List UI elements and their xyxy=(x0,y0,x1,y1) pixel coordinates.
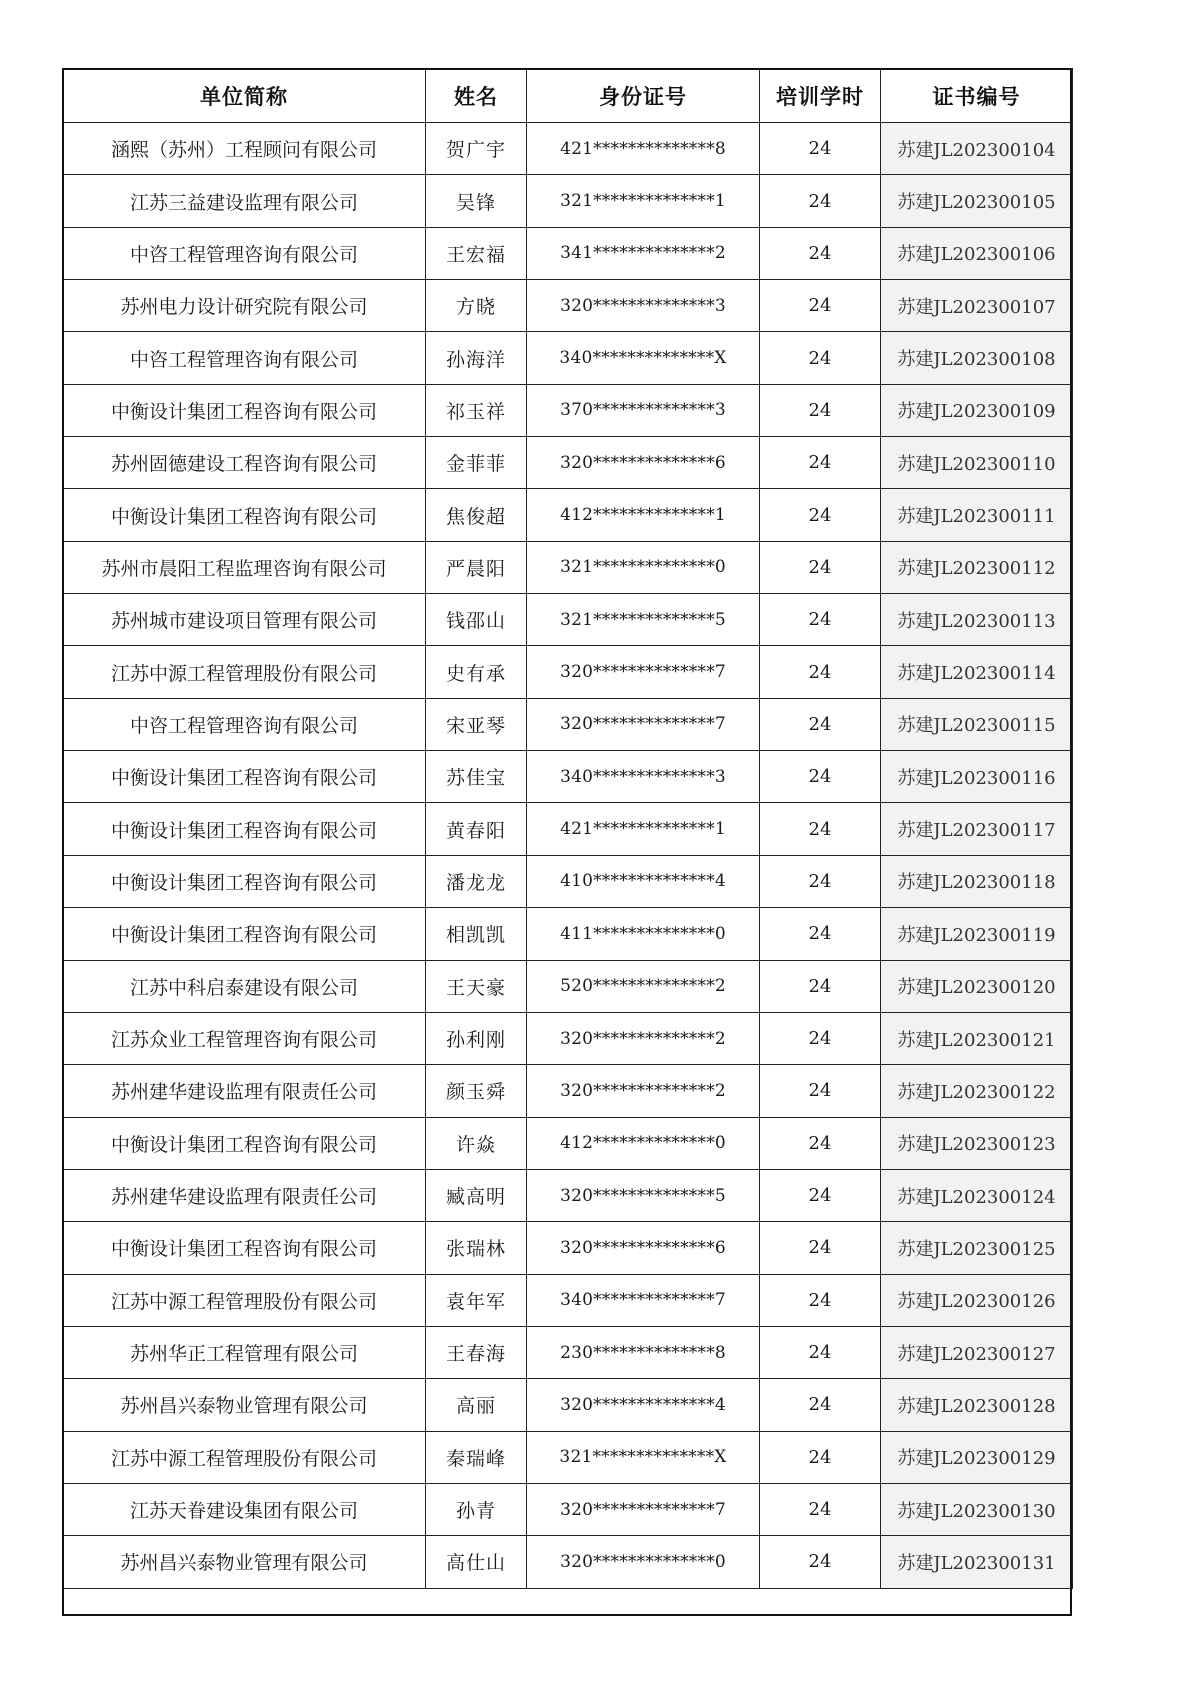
cell-unit: 苏州昌兴泰物业管理有限公司 xyxy=(63,1536,426,1588)
cell-training-hours: 24 xyxy=(760,1483,881,1535)
cell-certificate-number: 苏建JL202300125 xyxy=(881,1222,1073,1274)
cell-certificate-number: 苏建JL202300113 xyxy=(881,594,1073,646)
cell-certificate-number: 苏建JL202300121 xyxy=(881,1012,1073,1064)
cell-id-number: 421**************8 xyxy=(527,123,760,175)
cell-unit: 中衡设计集团工程咨询有限公司 xyxy=(63,908,426,960)
table-row xyxy=(63,332,1073,384)
cell-id-number: 321**************5 xyxy=(527,594,760,646)
cell-unit: 中咨工程管理咨询有限公司 xyxy=(63,332,426,384)
cell-unit: 中衡设计集团工程咨询有限公司 xyxy=(63,1222,426,1274)
cell-certificate-number: 苏建JL202300126 xyxy=(881,1274,1073,1326)
table-row xyxy=(63,175,1073,227)
table-row xyxy=(63,384,1073,436)
header-id-number: 身份证号 xyxy=(527,69,760,123)
cell-training-hours: 24 xyxy=(760,1222,881,1274)
table-row xyxy=(63,646,1073,698)
table-row xyxy=(63,908,1073,960)
cell-training-hours: 24 xyxy=(760,1169,881,1221)
cell-unit: 江苏天眷建设集团有限公司 xyxy=(63,1483,426,1535)
cell-certificate-number: 苏建JL202300112 xyxy=(881,541,1073,593)
cell-unit: 中衡设计集团工程咨询有限公司 xyxy=(63,803,426,855)
cell-training-hours: 24 xyxy=(760,1326,881,1378)
cell-id-number: 320**************7 xyxy=(527,698,760,750)
cell-id-number: 320**************6 xyxy=(527,437,760,489)
cell-name: 王春海 xyxy=(426,1326,527,1378)
cell-training-hours: 24 xyxy=(760,1065,881,1117)
cell-training-hours: 24 xyxy=(760,175,881,227)
cell-id-number: 340**************3 xyxy=(527,751,760,803)
cell-id-number: 321**************0 xyxy=(527,541,760,593)
cell-id-number: 320**************6 xyxy=(527,1222,760,1274)
cell-training-hours: 24 xyxy=(760,1274,881,1326)
cell-training-hours: 24 xyxy=(760,1117,881,1169)
table-row xyxy=(63,803,1073,855)
cell-unit: 中衡设计集团工程咨询有限公司 xyxy=(63,855,426,907)
cell-unit: 江苏三益建设监理有限公司 xyxy=(63,175,426,227)
cell-name: 苏佳宝 xyxy=(426,751,527,803)
table-row xyxy=(63,594,1073,646)
cell-certificate-number: 苏建JL202300114 xyxy=(881,646,1073,698)
cell-name: 史有承 xyxy=(426,646,527,698)
header-name: 姓名 xyxy=(426,69,527,123)
header-row xyxy=(63,69,1073,123)
cell-training-hours: 24 xyxy=(760,384,881,436)
cell-certificate-number: 苏建JL202300120 xyxy=(881,960,1073,1012)
header-certificate-number: 证书编号 xyxy=(881,69,1073,123)
cell-training-hours: 24 xyxy=(760,280,881,332)
cell-id-number: 320**************5 xyxy=(527,1169,760,1221)
cell-unit: 苏州城市建设项目管理有限公司 xyxy=(63,594,426,646)
table-row xyxy=(63,1169,1073,1221)
cell-certificate-number: 苏建JL202300131 xyxy=(881,1536,1073,1588)
cell-training-hours: 24 xyxy=(760,227,881,279)
cell-certificate-number: 苏建JL202300129 xyxy=(881,1431,1073,1483)
cell-name: 方晓 xyxy=(426,280,527,332)
cell-unit: 苏州华正工程管理有限公司 xyxy=(63,1326,426,1378)
certificate-table xyxy=(62,68,1073,1589)
cell-training-hours: 24 xyxy=(760,1012,881,1064)
cell-unit: 江苏中源工程管理股份有限公司 xyxy=(63,646,426,698)
cell-name: 孙利刚 xyxy=(426,1012,527,1064)
cell-id-number: 320**************2 xyxy=(527,1012,760,1064)
cell-unit: 江苏中科启泰建设有限公司 xyxy=(63,960,426,1012)
cell-name: 王天豪 xyxy=(426,960,527,1012)
table-row xyxy=(63,123,1073,175)
cell-certificate-number: 苏建JL202300105 xyxy=(881,175,1073,227)
cell-id-number: 411**************0 xyxy=(527,908,760,960)
cell-name: 王宏福 xyxy=(426,227,527,279)
cell-id-number: 320**************7 xyxy=(527,646,760,698)
cell-training-hours: 24 xyxy=(760,594,881,646)
cell-name: 许焱 xyxy=(426,1117,527,1169)
cell-name: 吴锋 xyxy=(426,175,527,227)
cell-id-number: 320**************4 xyxy=(527,1379,760,1431)
cell-certificate-number: 苏建JL202300107 xyxy=(881,280,1073,332)
header-unit: 单位简称 xyxy=(63,69,426,123)
cell-name: 潘龙龙 xyxy=(426,855,527,907)
cell-certificate-number: 苏建JL202300130 xyxy=(881,1483,1073,1535)
cell-unit: 中衡设计集团工程咨询有限公司 xyxy=(63,751,426,803)
cell-id-number: 412**************1 xyxy=(527,489,760,541)
cell-unit: 江苏中源工程管理股份有限公司 xyxy=(63,1431,426,1483)
cell-name: 孙海洋 xyxy=(426,332,527,384)
cell-certificate-number: 苏建JL202300119 xyxy=(881,908,1073,960)
table-row xyxy=(63,751,1073,803)
cell-certificate-number: 苏建JL202300106 xyxy=(881,227,1073,279)
cell-training-hours: 24 xyxy=(760,332,881,384)
cell-name: 严晨阳 xyxy=(426,541,527,593)
cell-certificate-number: 苏建JL202300123 xyxy=(881,1117,1073,1169)
cell-unit: 中咨工程管理咨询有限公司 xyxy=(63,227,426,279)
table-header xyxy=(63,69,1073,123)
cell-id-number: 340**************X xyxy=(527,332,760,384)
table-row xyxy=(63,1326,1073,1378)
table-row xyxy=(63,437,1073,489)
table-row xyxy=(63,1483,1073,1535)
cell-training-hours: 24 xyxy=(760,698,881,750)
table-row xyxy=(63,1117,1073,1169)
cell-unit: 苏州市晨阳工程监理咨询有限公司 xyxy=(63,541,426,593)
cell-training-hours: 24 xyxy=(760,855,881,907)
cell-training-hours: 24 xyxy=(760,123,881,175)
cell-training-hours: 24 xyxy=(760,1536,881,1588)
cell-unit: 江苏中源工程管理股份有限公司 xyxy=(63,1274,426,1326)
cell-training-hours: 24 xyxy=(760,1379,881,1431)
table-row xyxy=(63,280,1073,332)
cell-name: 颜玉舜 xyxy=(426,1065,527,1117)
cell-name: 张瑞林 xyxy=(426,1222,527,1274)
cell-id-number: 321**************X xyxy=(527,1431,760,1483)
cell-unit: 中衡设计集团工程咨询有限公司 xyxy=(63,1117,426,1169)
cell-name: 孙青 xyxy=(426,1483,527,1535)
cell-certificate-number: 苏建JL202300109 xyxy=(881,384,1073,436)
table-row xyxy=(63,541,1073,593)
table-body xyxy=(63,123,1073,1589)
cell-certificate-number: 苏建JL202300118 xyxy=(881,855,1073,907)
cell-id-number: 421**************1 xyxy=(527,803,760,855)
cell-name: 秦瑞峰 xyxy=(426,1431,527,1483)
header-training-hours: 培训学时 xyxy=(760,69,881,123)
cell-id-number: 410**************4 xyxy=(527,855,760,907)
table-row xyxy=(63,1274,1073,1326)
cell-name: 钱邵山 xyxy=(426,594,527,646)
cell-name: 相凯凯 xyxy=(426,908,527,960)
cell-certificate-number: 苏建JL202300124 xyxy=(881,1169,1073,1221)
cell-unit: 中衡设计集团工程咨询有限公司 xyxy=(63,384,426,436)
cell-name: 祁玉祥 xyxy=(426,384,527,436)
cell-training-hours: 24 xyxy=(760,437,881,489)
cell-certificate-number: 苏建JL202300128 xyxy=(881,1379,1073,1431)
cell-id-number: 370**************3 xyxy=(527,384,760,436)
cell-certificate-number: 苏建JL202300111 xyxy=(881,489,1073,541)
cell-name: 贺广宇 xyxy=(426,123,527,175)
cell-id-number: 320**************0 xyxy=(527,1536,760,1588)
cell-id-number: 321**************1 xyxy=(527,175,760,227)
cell-name: 宋亚琴 xyxy=(426,698,527,750)
table-row xyxy=(63,1012,1073,1064)
cell-unit: 苏州固德建设工程咨询有限公司 xyxy=(63,437,426,489)
cell-name: 臧高明 xyxy=(426,1169,527,1221)
table-row xyxy=(63,960,1073,1012)
table-row xyxy=(63,1379,1073,1431)
cell-id-number: 520**************2 xyxy=(527,960,760,1012)
cell-certificate-number: 苏建JL202300127 xyxy=(881,1326,1073,1378)
cell-unit: 涵熙（苏州）工程顾问有限公司 xyxy=(63,123,426,175)
cell-training-hours: 24 xyxy=(760,908,881,960)
cell-unit: 江苏众业工程管理咨询有限公司 xyxy=(63,1012,426,1064)
cell-id-number: 340**************7 xyxy=(527,1274,760,1326)
cell-name: 高丽 xyxy=(426,1379,527,1431)
cell-training-hours: 24 xyxy=(760,1431,881,1483)
table-row xyxy=(63,1065,1073,1117)
cell-id-number: 412**************0 xyxy=(527,1117,760,1169)
cell-name: 金菲菲 xyxy=(426,437,527,489)
cell-id-number: 320**************2 xyxy=(527,1065,760,1117)
cell-id-number: 320**************3 xyxy=(527,280,760,332)
table-row xyxy=(63,855,1073,907)
cell-training-hours: 24 xyxy=(760,751,881,803)
cell-id-number: 341**************2 xyxy=(527,227,760,279)
cell-name: 高仕山 xyxy=(426,1536,527,1588)
cell-training-hours: 24 xyxy=(760,646,881,698)
cell-training-hours: 24 xyxy=(760,960,881,1012)
cell-id-number: 320**************7 xyxy=(527,1483,760,1535)
cell-certificate-number: 苏建JL202300117 xyxy=(881,803,1073,855)
cell-name: 袁年军 xyxy=(426,1274,527,1326)
cell-unit: 中咨工程管理咨询有限公司 xyxy=(63,698,426,750)
cell-unit: 苏州昌兴泰物业管理有限公司 xyxy=(63,1379,426,1431)
cell-certificate-number: 苏建JL202300110 xyxy=(881,437,1073,489)
cell-name: 黄春阳 xyxy=(426,803,527,855)
table-row xyxy=(63,1222,1073,1274)
cell-certificate-number: 苏建JL202300108 xyxy=(881,332,1073,384)
table-row xyxy=(63,489,1073,541)
cell-name: 焦俊超 xyxy=(426,489,527,541)
table-row xyxy=(63,227,1073,279)
cell-unit: 中衡设计集团工程咨询有限公司 xyxy=(63,489,426,541)
cell-training-hours: 24 xyxy=(760,541,881,593)
cell-training-hours: 24 xyxy=(760,489,881,541)
cell-certificate-number: 苏建JL202300104 xyxy=(881,123,1073,175)
cell-certificate-number: 苏建JL202300115 xyxy=(881,698,1073,750)
cell-training-hours: 24 xyxy=(760,803,881,855)
table-row xyxy=(63,698,1073,750)
table-row xyxy=(63,1536,1073,1588)
cell-unit: 苏州建华建设监理有限责任公司 xyxy=(63,1065,426,1117)
cell-id-number: 230**************8 xyxy=(527,1326,760,1378)
cell-certificate-number: 苏建JL202300116 xyxy=(881,751,1073,803)
cell-unit: 苏州电力设计研究院有限公司 xyxy=(63,280,426,332)
cell-unit: 苏州建华建设监理有限责任公司 xyxy=(63,1169,426,1221)
cell-certificate-number: 苏建JL202300122 xyxy=(881,1065,1073,1117)
table-row xyxy=(63,1431,1073,1483)
